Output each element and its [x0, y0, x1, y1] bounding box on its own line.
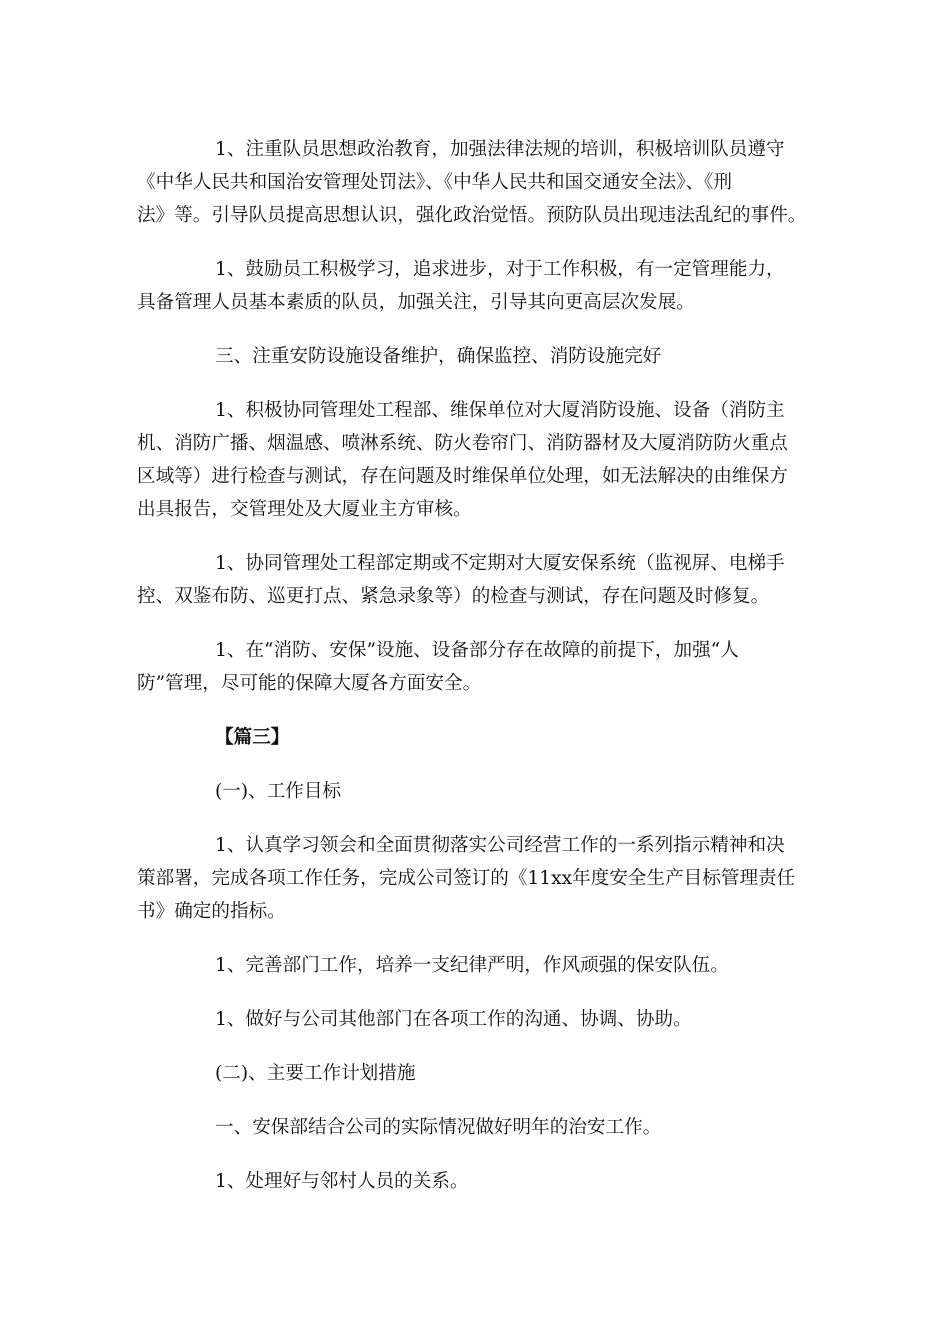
text-line: 1、完善部门工作，培养一支纪律严明，作风顽强的保安队伍。 — [215, 955, 729, 976]
paragraph-human-defense — [137, 634, 817, 700]
paragraph-coordinate-departments — [137, 1003, 817, 1036]
paragraph-neighbor-relations — [137, 1165, 817, 1198]
text-line: (二)、主要工作计划措施 — [215, 1063, 416, 1084]
section-heading-facility-maintenance — [137, 340, 817, 373]
text-line: 1、处理好与邻村人员的关系。 — [215, 1171, 469, 1192]
paragraph-encourage-learning — [137, 253, 817, 319]
text-line: 区域等）进行检查与测试，存在问题及时维保单位处理，如无法解决的由维保方 — [137, 466, 788, 487]
text-line: 控、双鉴布防、巡更打点、紧急录象等）的检查与测试，存在问题及时修复。 — [137, 586, 770, 607]
text-line: 1、协同管理处工程部定期或不定期对大厦安保系统（监视屏、电梯手 — [215, 553, 785, 574]
paragraph-fire-facility-inspection — [137, 394, 817, 526]
text-line: 1、鼓励员工积极学习，追求进步，对于工作积极，有一定管理能力， — [215, 259, 785, 280]
text-line: 法》等。引导队员提高思想认识，强化政治觉悟。预防队员出现违法乱纪的事件。 — [137, 205, 807, 226]
text-line: 1、积极协同管理处工程部、维保单位对大厦消防设施、设备（消防主 — [215, 400, 785, 421]
text-line: 三、注重安防设施设备维护，确保监控、消防设施完好 — [215, 346, 662, 367]
text-line: 具备管理人员基本素质的队员，加强关注，引导其向更高层次发展。 — [137, 292, 695, 313]
paragraph-improve-department — [137, 949, 817, 982]
text-line: 书》确定的指标。 — [137, 901, 286, 922]
text-line: 出具报告，交管理处及大厦业主方审核。 — [137, 499, 472, 520]
text-line: (一)、工作目标 — [215, 781, 342, 802]
text-line: 一、安保部结合公司的实际情况做好明年的治安工作。 — [215, 1117, 662, 1138]
document-body — [137, 133, 817, 1198]
text-line: 1、在“消防、安保”设施、设备部分存在故障的前提下，加强“人 — [215, 640, 739, 661]
text-line: 1、注重队员思想政治教育，加强法律法规的培训，积极培训队员遵守 — [215, 139, 785, 160]
text-line: 机、消防广播、烟温感、喷淋系统、防火卷帘门、消防器材及大厦消防防火重点 — [137, 433, 788, 454]
text-line: 策部署，完成各项工作任务，完成公司签订的《11xx年度安全生产目标管理责任 — [137, 868, 796, 889]
text-line: 【篇三】 — [215, 727, 290, 748]
paragraph-political-education — [137, 133, 817, 232]
text-line: 防”管理，尽可能的保障大厦各方面安全。 — [137, 673, 482, 694]
paragraph-implement-instructions — [137, 829, 817, 928]
text-line: 1、认真学习领会和全面贯彻落实公司经营工作的一系列指示精神和决 — [215, 835, 785, 856]
paragraph-security-work-plan — [137, 1111, 817, 1144]
section-title-part-three — [137, 721, 817, 754]
subheading-main-measures — [137, 1057, 817, 1090]
text-line: 1、做好与公司其他部门在各项工作的沟通、协调、协助。 — [215, 1009, 692, 1030]
paragraph-security-system-testing — [137, 547, 817, 613]
text-line: 《中华人民共和国治安管理处罚法》、《中华人民共和国交通安全法》、《刑 — [137, 172, 732, 193]
subheading-work-goals — [137, 775, 817, 808]
